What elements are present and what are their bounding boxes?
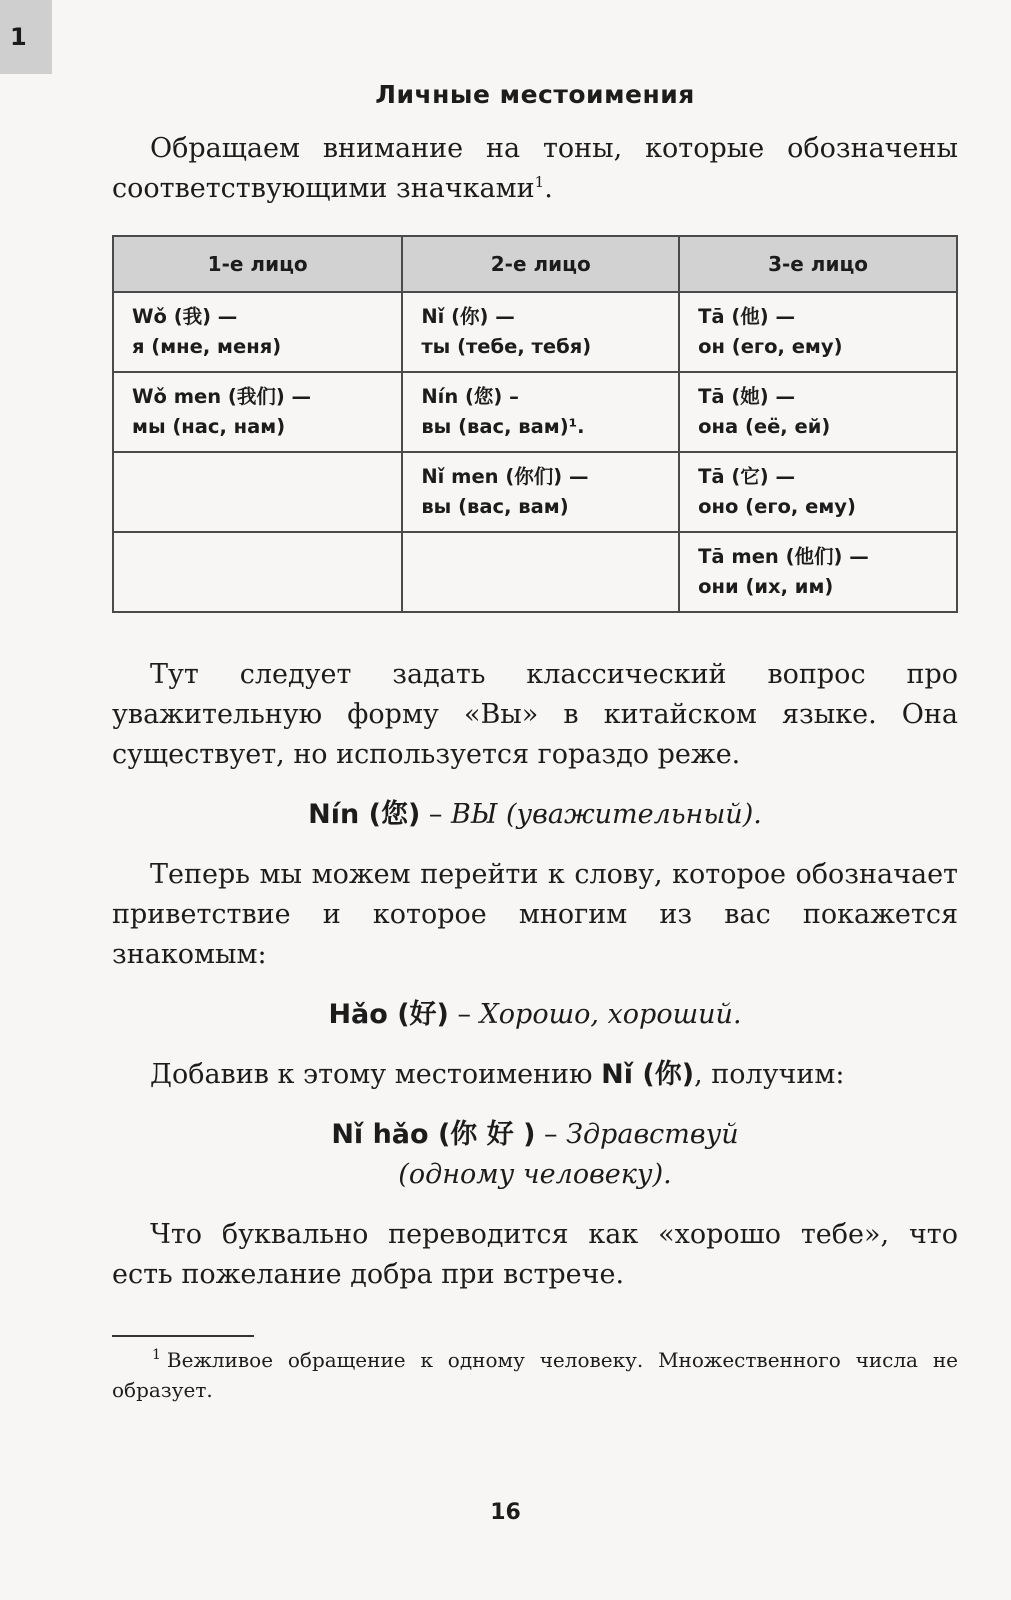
literal-paragraph: Что буквально переводится как «хорошо тебе», что есть пожелание добра при встрече. [112,1219,958,1290]
intro-paragraph [112,129,958,209]
header-second-person: 2-е лицо [402,236,679,292]
table-cell [113,372,402,452]
header-third-person: 3-е лицо [679,236,957,292]
example-dash: – [420,799,451,830]
add-word: Nǐ (你) [601,1059,695,1090]
table-cell [679,292,957,372]
example-meaning: Здравствуй [566,1119,739,1150]
pronoun-meaning: мы (нас, нам) [132,415,286,438]
table-row [113,292,957,372]
pronoun-word: Tā (她) — [698,385,795,408]
example-meaning-line2: (одному человеку). [398,1159,672,1190]
polite-form-paragraph: Тут следует задать классический вопрос про уважительную форму «Вы» в китайском языке. Она существует, но используется гораздо реже. [112,659,958,770]
footnote [112,1345,958,1405]
example-dash: – [535,1119,567,1150]
table-cell [679,532,957,612]
footnote-number: 1 [152,1347,161,1364]
pronoun-meaning: он (его, ему) [698,335,843,358]
table-row [113,452,957,532]
page-number: 16 [490,1500,521,1525]
table-row [113,372,957,452]
pronoun-meaning: оно (его, ему) [698,495,856,518]
greeting-paragraph: Теперь мы можем перейти к слову, которое обозначает приветствие и которое многим из вас покажется знакомым: [112,859,958,970]
intro-text: Обращаем внимание на тоны, которые обозначены соответствующими значками [112,133,958,204]
pronoun-word: Tā (他) — [698,305,795,328]
pronoun-word: Nǐ (你) — [421,305,515,328]
example-word: Hǎo (好) [328,999,449,1030]
add-end: , получим: [694,1059,845,1090]
example-word: Nín (您) [308,799,421,830]
pronoun-word: Nín (您) – [421,385,519,408]
chapter-tab: 1 [0,0,52,74]
pronoun-word: Tā (它) — [698,465,795,488]
pronoun-word: Wǒ men (我们) — [132,385,312,408]
add-text: Добавив к этому местоимению [150,1059,602,1090]
table-row [113,532,957,612]
example-word: Nǐ hǎo (你 好 ) [331,1119,536,1150]
pronoun-word: Tā men (他们) — [698,545,869,568]
header-first-person: 1-е лицо [113,236,402,292]
section-heading: Личные местоимения [375,80,695,109]
pronoun-word: Nǐ men (你们) — [421,465,589,488]
table-cell [113,452,402,532]
table-header-row [113,236,957,292]
page-content [112,70,958,1405]
table-cell [402,292,679,372]
example-nihao [112,1115,958,1195]
table-cell [402,532,679,612]
table-cell [113,532,402,612]
pronoun-meaning: они (их, им) [698,575,834,598]
pronoun-meaning: вы (вас, вам)¹. [421,415,585,438]
footnote-ref: 1 [534,173,545,191]
pronoun-word: Wǒ (我) — [132,305,238,328]
table-cell [679,452,957,532]
pronoun-meaning: я (мне, меня) [132,335,282,358]
footnote-divider [112,1335,254,1337]
footnote-text: Вежливое обращение к одному человеку. Множественного числа не образует. [112,1348,958,1402]
pronoun-meaning: она (её, ей) [698,415,831,438]
example-dash: – [448,999,480,1030]
pronoun-meaning: вы (вас, вам) [421,495,569,518]
example-hao [112,995,958,1035]
pronoun-table [112,235,958,613]
table-cell [402,452,679,532]
add-pronoun-paragraph [112,1055,958,1095]
table-body [113,292,957,612]
pronoun-meaning: ты (тебе, тебя) [421,335,592,358]
example-meaning: ВЫ (уважительный). [450,799,762,830]
table-cell [679,372,957,452]
table-cell [402,372,679,452]
table-cell [113,292,402,372]
example-nin [112,795,958,835]
intro-end: . [544,173,553,204]
example-meaning: Хорошо, хороший. [479,999,742,1030]
